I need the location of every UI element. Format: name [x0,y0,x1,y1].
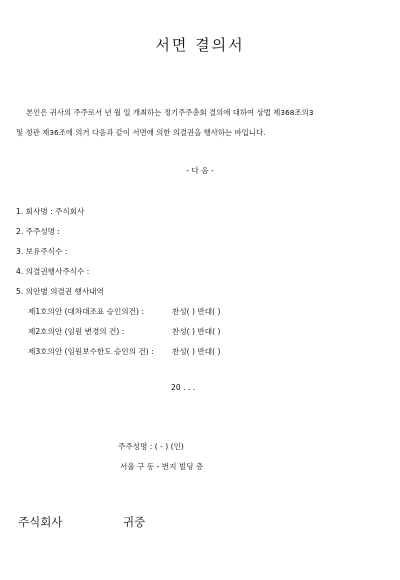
item-shareholder-name: 2. 주주성명 : [16,227,60,236]
item-company-name: 1. 회사명 : 주식회사 [16,207,85,216]
agenda-3-vote: 찬성( ) 반대( ) [172,347,221,356]
footer-honorific: 귀중 [123,515,146,529]
date-line: 20 . . . [171,383,196,392]
agenda-3-label: 제3호의안 (임원보수한도 승인의 건) : [28,347,154,356]
document-title: 서면 결의서 [155,36,245,54]
agenda-2-label: 제2호의안 (임원 변경의 건) : [28,327,125,336]
intro-paragraph-line-2: 및 정관 제36조에 의거 다음과 같이 서면에 의한 의결권을 행사하는 바입니다. [16,128,266,137]
item-shares-held: 3. 보유주식수 : [16,247,68,256]
item-voting-shares: 4. 의결권행사주식수 : [16,267,90,276]
footer-company: 주식회사 [18,515,63,529]
agenda-1-vote: 찬성( ) 반대( ) [172,307,221,316]
intro-paragraph-line-1: 본인은 귀사의 주주로서 년 월 일 개최하는 정기주주총회 결의에 대하여 상법 제368조의3 [26,108,314,117]
item-vote-details: 5. 의안별 의결권 행사내역 [16,287,104,296]
section-heading-dahm: - 다 음 - [186,166,214,175]
agenda-2-vote: 찬성( ) 반대( ) [172,327,221,336]
signature-line: 주주성명 : ( - ) (인) [118,442,184,451]
address-line: 서울 구 동 - 번지 빌딩 층 [120,462,204,471]
agenda-1-label: 제1호의안 (대차대조표 승인의건) : [28,307,144,316]
